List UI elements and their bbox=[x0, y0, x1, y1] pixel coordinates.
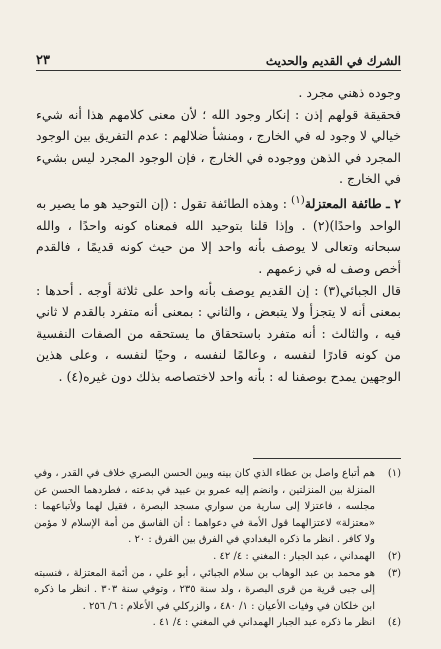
footnote-number: (٢) bbox=[387, 550, 401, 562]
footnote-text: انظر ما ذكره عبد الجبار الهمداني في المغني : ٤/ ٤١ . bbox=[152, 617, 375, 629]
main-text bbox=[36, 82, 401, 388]
page-header bbox=[36, 46, 401, 71]
footnote-number: (٣) bbox=[387, 567, 401, 579]
footnote-text: هو محمد بن عبد الوهاب بن سلام الجبائي ، أبو علي ، من أئمة المعتزلة ، فنسبته إلى جبى قرية من قرى البصرة ، ولد سنة ٢٣٥ ، وتوفي سنة ٣٠٣ . انظر ما ذكره ابن خلكان في وفيات الأعيان : ١/ ٤٨٠ ، والزركلي في الأعلام : ٦/ ٢٥٦ . bbox=[34, 567, 375, 612]
paragraph-3-text: : وهذه الطائفة تقول : (إن التوحيد هو ما يصير به الواحد واحدًا)(٢) . وإذا قلنا بتوحيد الله فمعناه كونه واحدًا ، والله سبحانه وتعالى لا يوصف بأنه واحد إلا من حيث كونه قديمًا ، فالقدم أخص وصف له في زعمهم . bbox=[36, 196, 402, 276]
footnote-number: (٤) bbox=[387, 617, 401, 629]
footnote-separator bbox=[253, 458, 401, 459]
footnote-text: الهمداني ، عبد الجبار : المغني : ٤/ ٤٢ . bbox=[213, 550, 375, 562]
footnotes bbox=[34, 466, 401, 632]
footnote-ref-1: (١) bbox=[290, 193, 305, 206]
footnote-2 bbox=[34, 549, 401, 566]
paragraph-4: قال الجبائي(٣) : إن القديم يوصف بأنه واحد على ثلاثة أوجه . أحدها : بمعنى أنه لا يتجزأ ولا يتبعض ، والثاني : بمعنى أنه متفرد بالقدم لا ثاني فيه ، والثالث : أنه متفرد باستحقاق ما يستحقه من الصفات النفسية من كونه قادرًا لنفسه ، وعالمًا لنفسه ، وحيًا لنفسه ، وعلى هذين الوجهين يمدح بوصفنا له : بأنه واحد لاختصاصه بذلك دون غيره(٤) . bbox=[36, 282, 402, 384]
paragraph-1: وجوده ذهني مجرد . bbox=[298, 85, 401, 100]
paragraph-3 bbox=[36, 190, 401, 280]
footnote-number: (١) bbox=[387, 468, 401, 479]
page-number: ٢٣ bbox=[36, 53, 50, 68]
footnote-4 bbox=[34, 615, 401, 632]
section-heading-mutazila: ٢ ـ طائفة المعتزلة bbox=[304, 196, 401, 212]
footnote-text: هم أتباع واصل بن عطاء الذي كان بينه وبين الحسن البصري خلاف في القدر ، وفي المنزلة بين المنزلتين ، وانضم إليه عمرو بن عبيد في بدعته ، فطردهما الحسن عن مجلسه ، فاعتزلا إلى سارية من سواري مسجد البصرة ، فقيل لهما ولأتباعهما : «معتزلة» لاعتزالهما قول الأمة في دعواهما : أن الفاسق من أمة الإسلام لا مؤمن ولا كافر . انظر ما ذكره البغدادي في الفرق بين الفرق : ٢٠ . bbox=[34, 468, 375, 546]
paragraph-2: فحقيقة قولهم إذن : إنكار وجود الله ؛ لأن معنى كلامهم هذا أنه شيء خيالي لا وجود له في الخارج ، ومنشأ ضلالهم : عدم التفريق بين الوجود المجرد في الذهن ووجوده في الخارج ، فإن الوجود المجرد ليس بشيء في الخارج . bbox=[36, 106, 401, 187]
footnote-1 bbox=[34, 466, 401, 549]
running-title: الشرك في القديم والحديث bbox=[265, 54, 401, 68]
footnote-3 bbox=[34, 566, 401, 616]
